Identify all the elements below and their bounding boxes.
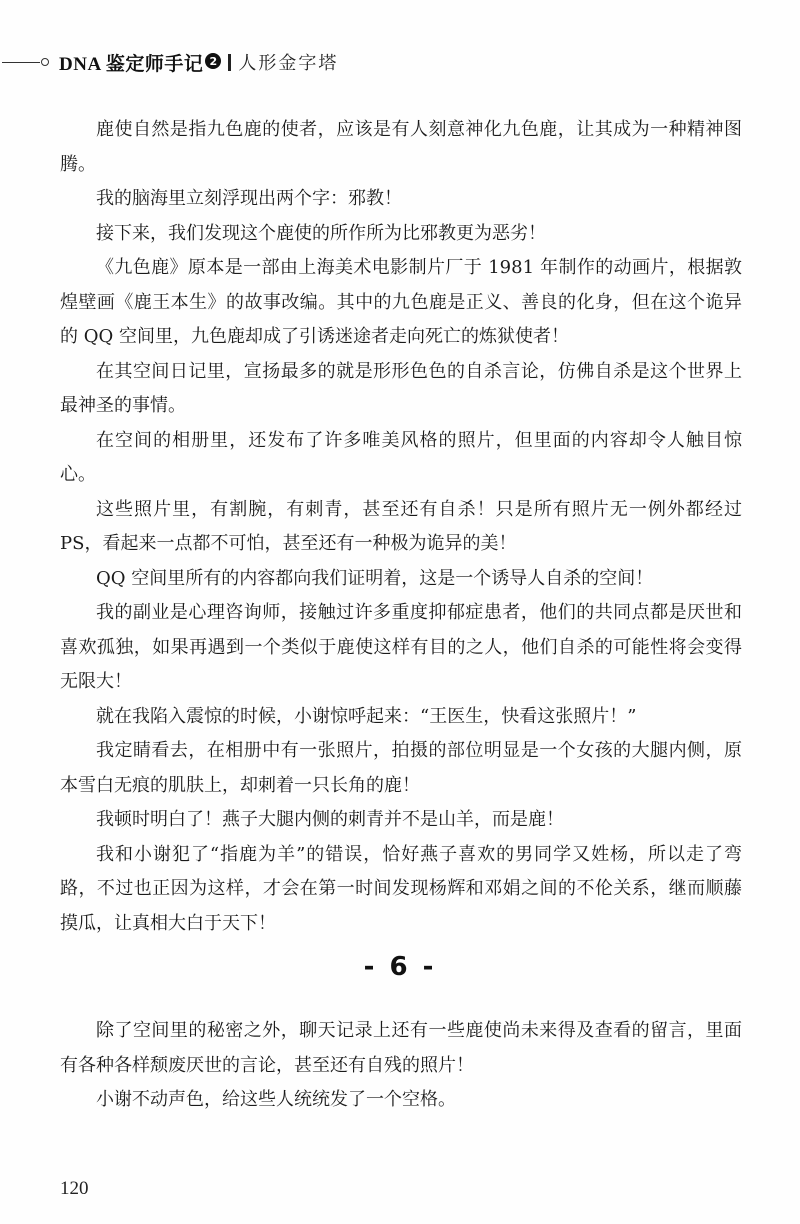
paragraph: 接下来，我们发现这个鹿使的所作所为比邪教更为恶劣！ xyxy=(96,222,546,244)
paragraph: 就在我陷入震惊的时候，小谢惊呼起来：“王医生，快看这张照片！” xyxy=(96,705,637,727)
page-number: 120 xyxy=(60,1178,89,1199)
book-subtitle: 人形金字塔 xyxy=(238,53,339,74)
paragraph: 这些照片里，有割腕，有刺青，甚至还有自杀！只是所有照片无一例外都经过 PS，看起来一点都不可怕，甚至还有一种极为诡异的美！ xyxy=(60,498,742,554)
book-title: DNA 鉴定师手记 xyxy=(59,53,204,75)
header-circle-ornament xyxy=(41,58,49,66)
paragraph: 小谢不动声色，给这些人统统发了一个空格。 xyxy=(96,1089,456,1110)
paragraph: 在其空间日记里，宣扬最多的就是形形色色的自杀言论，仿佛自杀是这个世界上最神圣的事情。 xyxy=(60,360,742,416)
body-text-before-section xyxy=(60,113,742,941)
paragraph: 我的副业是心理咨询师，接触过许多重度抑郁症患者，他们的共同点都是厌世和喜欢孤独，如果再遇到一个类似于鹿使这样有目的之人，他们自杀的可能性将会变得无限大！ xyxy=(60,602,742,692)
section-number-heading: - 6 - xyxy=(363,952,437,982)
paragraph: 鹿使自然是指九色鹿的使者，应该是有人刻意神化九色鹿，让其成为一种精神图腾。 xyxy=(60,119,742,175)
header-separator xyxy=(228,54,231,71)
paragraph: 《九色鹿》原本是一部由上海美术电影制片厂于 1981 年制作的动画片，根据敦煌壁画《鹿王本生》的故事改编。其中的九色鹿是正义、善良的化身，但在这个诡异的 QQ 空间里，九色鹿却成了引诱迷途者走向死亡的炼狱使者！ xyxy=(60,257,742,347)
volume-number-badge: 2 xyxy=(205,53,221,69)
paragraph: 我的脑海里立刻浮现出两个字：邪教！ xyxy=(96,188,402,209)
paragraph: 我顿时明白了！燕子大腿内侧的刺青并不是山羊，而是鹿！ xyxy=(96,809,564,830)
body-text-after-section xyxy=(60,1014,742,1118)
paragraph: 我定睛看去，在相册中有一张照片，拍摄的部位明显是一个女孩的大腿内侧，原本雪白无痕的肌肤上，却刺着一只长角的鹿！ xyxy=(60,740,742,796)
paragraph: 我和小谢犯了“指鹿为羊”的错误，恰好燕子喜欢的男同学又姓杨，所以走了弯路，不过也正因为这样，才会在第一时间发现杨辉和邓娟之间的不伦关系，继而顺藤摸瓜，让真相大白于天下！ xyxy=(60,843,742,934)
header-rule xyxy=(2,62,40,63)
paragraph: QQ 空间里所有的内容都向我们证明着，这是一个诱导人自杀的空间！ xyxy=(96,567,654,589)
running-header xyxy=(0,44,338,80)
paragraph: 在空间的相册里，还发布了许多唯美风格的照片，但里面的内容却令人触目惊心。 xyxy=(60,429,742,485)
paragraph: 除了空间里的秘密之外，聊天记录上还有一些鹿使尚未来得及查看的留言，里面有各种各样颓废厌世的言论，甚至还有自残的照片！ xyxy=(60,1020,742,1076)
